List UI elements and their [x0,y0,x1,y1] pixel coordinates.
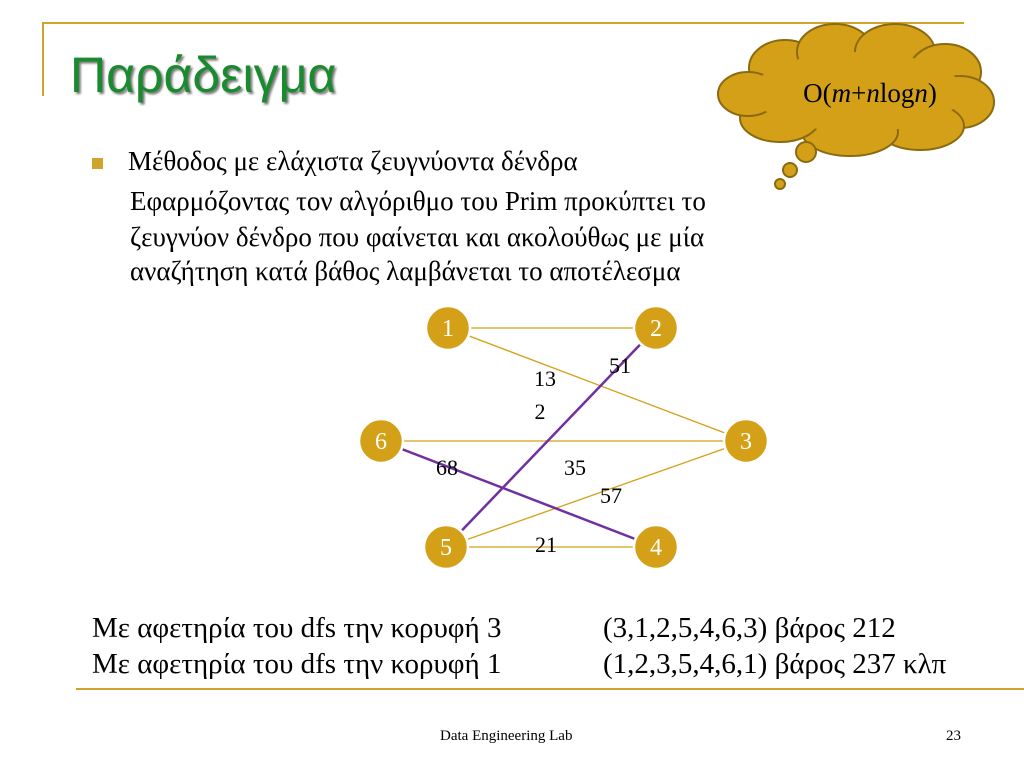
graph-node-label-3: 3 [740,429,752,455]
paragraph-line-1: Εφαρμόζοντας τον αλγόριθμο του Prim προκύπτει το [130,186,706,216]
complexity-label: O(m+nlogn) [803,78,937,108]
thought-bubble-dot [796,142,816,162]
slide-title: Παράδειγμα [70,47,337,103]
paragraph-line-2: ζευγνύον δένδρο που φαίνεται και ακολούθως με μία [130,222,705,252]
graph-node-label-4: 4 [650,535,662,561]
edge-weight-label: 13 [534,366,556,391]
bullet-square [92,158,103,169]
thought-bubble-dot [775,179,785,189]
graph-node-label-2: 2 [650,316,662,342]
page-number: 23 [946,728,961,744]
result-start-1: Με αφετηρία του dfs την κορυφή 3 [92,612,502,644]
edge-weight-label: 57 [600,483,622,508]
edge-weight-label: 68 [436,455,458,480]
edge-weight-label: 21 [535,532,557,557]
edge-weight-label: 2 [534,399,546,424]
paragraph-line-3: αναζήτηση κατά βάθος λαμβάνεται το αποτέλεσμα [130,256,681,286]
result-start-2: Με αφετηρία του dfs την κορυφή 1 [92,648,502,680]
result-path-1: (3,1,2,5,4,6,3) βάρος 212 [603,612,896,644]
thought-bubble-dot [783,163,797,177]
footer-lab-name: Data Engineering Lab [440,728,573,744]
edge-weight-label: 51 [609,353,631,378]
graph-edge-5-3 [446,441,746,547]
edge-weight-label: 35 [564,455,586,480]
graph-edge-1-3 [448,328,746,441]
bullet-text: Μέθοδος με ελάχιστα ζευγνύοντα δένδρα [128,146,578,176]
graph-node-label-6: 6 [375,429,387,455]
graph-node-label-1: 1 [442,316,454,342]
graph-node-label-5: 5 [440,535,452,561]
result-path-2: (1,2,3,5,4,6,1) βάρος 237 κλπ [603,648,947,680]
